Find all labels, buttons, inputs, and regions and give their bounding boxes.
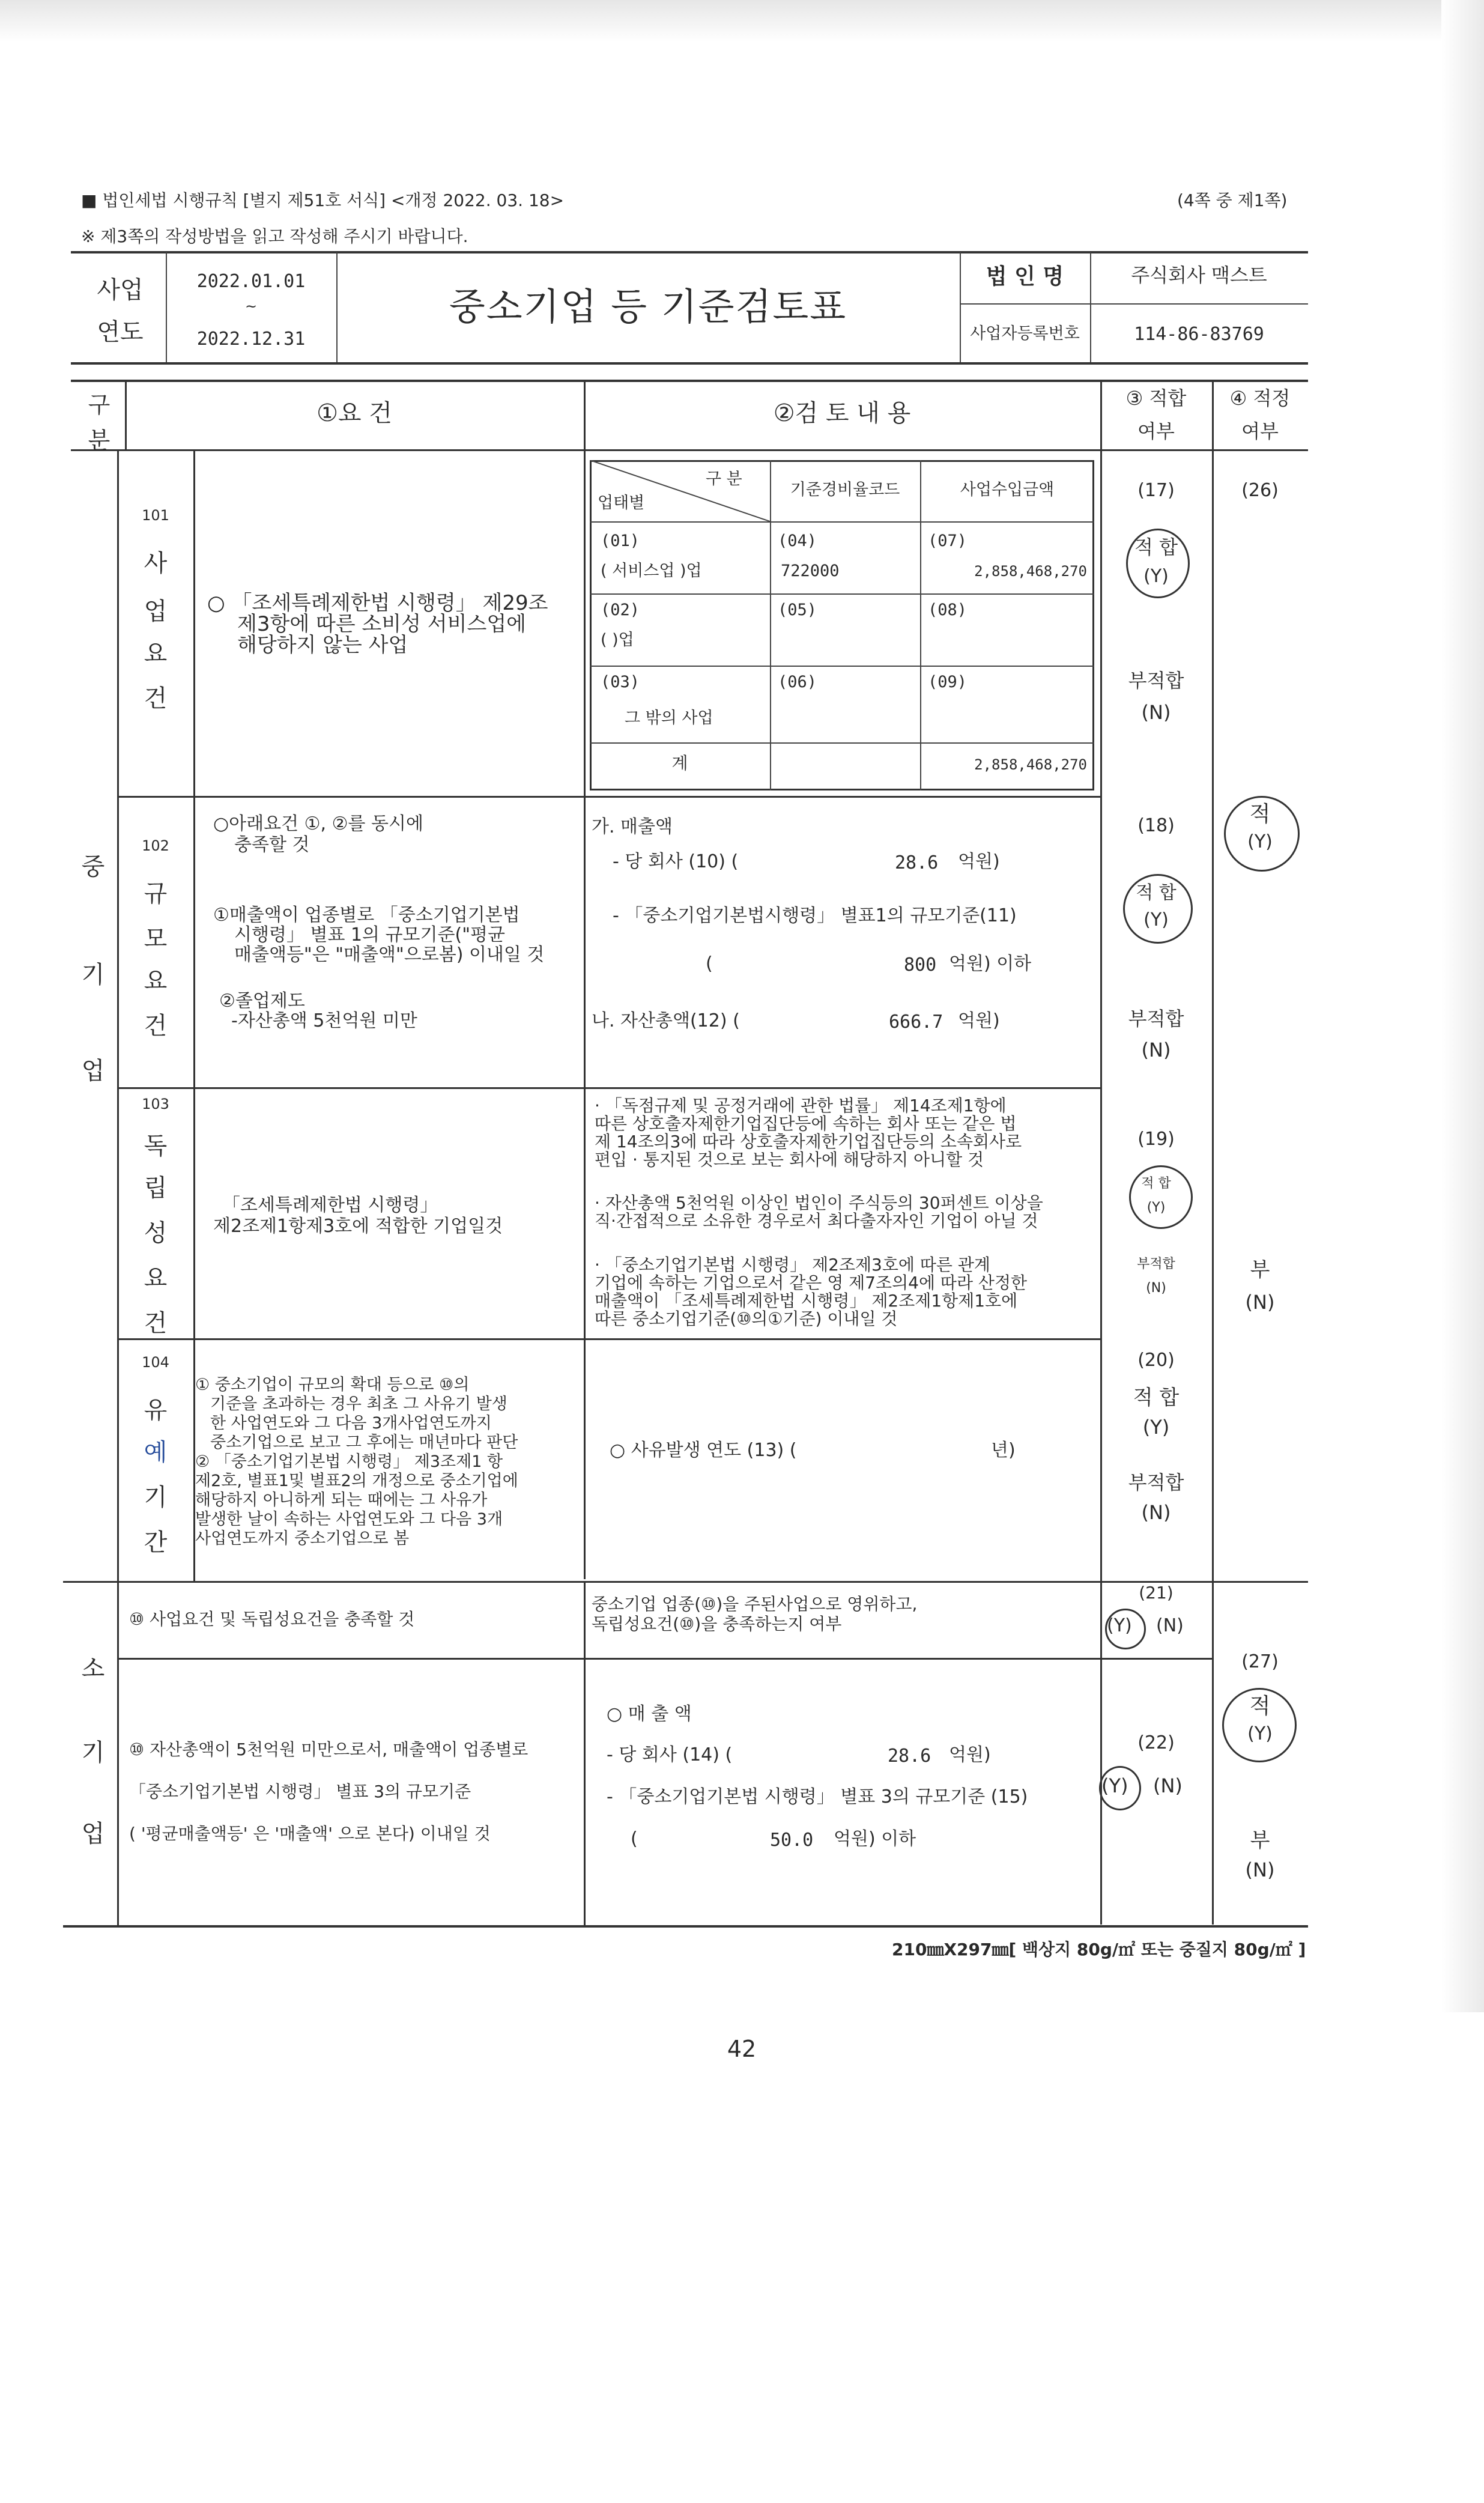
scan-edge-shade	[1441, 0, 1484, 2012]
fit-n: (N)	[1141, 1039, 1171, 1061]
indep-char: 건	[144, 1309, 168, 1337]
fit-ng: 부적합	[1128, 1007, 1184, 1030]
row-num: (08)	[928, 601, 968, 619]
fit-circle	[1129, 1165, 1193, 1229]
group-col-line	[117, 1581, 119, 1926]
grace-review: ○ 사유발생 연도 (13) (	[610, 1440, 797, 1461]
small2-rev-company-val: 28.6	[888, 1746, 931, 1767]
grace-char: 기	[144, 1484, 168, 1511]
small-proper-ok: 적	[1249, 1694, 1271, 1719]
fit-num: (19)	[1137, 1129, 1175, 1150]
col-line	[584, 1581, 586, 1926]
scale-char: 모	[144, 925, 168, 953]
fit-ng: 부적합	[1137, 1257, 1175, 1272]
row-num: (05)	[778, 601, 817, 619]
row-num: (02)	[601, 601, 640, 619]
small-proper-num: (27)	[1241, 1651, 1279, 1672]
indep-char: 독	[144, 1132, 168, 1160]
scale-req-line: ○아래요건 ①, ②를 동시에	[213, 813, 423, 834]
corp-name-label: 법 인 명	[986, 264, 1064, 289]
small2-rev-company-unit: 억원)	[949, 1744, 991, 1765]
sme-proper-y: (Y)	[1247, 831, 1273, 852]
grace-num: 104	[142, 1354, 169, 1371]
small2-req-line: ⑩ 자산총액이 5천억원 미만으로서, 매출액이 업종별로	[129, 1740, 528, 1759]
scale-rev-standard: - 「중소기업기본법시행령」 별표1의 규모기준(11)	[613, 905, 1017, 926]
page-title: 중소기업 등 기준검토표	[449, 285, 847, 329]
small2-req-line: ( '평균매출액등' 은 '매출액' 으로 본다) 이내일 것	[129, 1824, 491, 1843]
period-from: 2022.01.01	[196, 271, 306, 292]
col-header-proper: 여부	[1241, 420, 1279, 443]
header-bottom-line	[71, 362, 1308, 365]
row-num: (09)	[928, 673, 968, 691]
group-sme-char: 업	[81, 1057, 105, 1085]
small-proper-ng: 부	[1250, 1828, 1270, 1852]
business-req-line: ○ 「조세특례제한법 시행령」 제29조	[207, 591, 548, 615]
col-header-review: ②검 토 내 용	[773, 399, 911, 427]
scale-req-line: ①매출액이 업종별로 「중소기업기본법	[213, 905, 520, 926]
scale-num: 102	[142, 837, 169, 854]
indep-num: 103	[142, 1096, 169, 1112]
row-num: (04)	[778, 532, 817, 550]
fit-y: (Y)	[1107, 1615, 1132, 1636]
row-line	[117, 796, 1100, 798]
fit-y: (Y)	[1146, 1200, 1166, 1215]
business-req-line: 제3항에 따른 소비성 서비스업에	[237, 612, 527, 636]
inner-head-industry: 업태별	[598, 494, 645, 512]
group-sme-char: 중	[81, 853, 105, 881]
small2-rev-title: ○ 매 출 액	[607, 1704, 692, 1725]
scale-rev-assets-unit: 억원)	[958, 1010, 1000, 1031]
inner-row-line	[590, 666, 1094, 667]
scale-rev-assets: 나. 자산총액(12) (	[592, 1010, 740, 1031]
inner-head-division: 구 분	[706, 470, 742, 488]
indep-rev-line: · 「독점규제 및 공정거래에 관한 법률」 제14조제1항에	[595, 1096, 1007, 1115]
row-industry: ( 서비스업 )업	[601, 562, 702, 580]
small2-req-line: 「중소기업기본법 시행령」 별표 3의 규모기준	[129, 1782, 471, 1801]
fit-num: (18)	[1137, 815, 1175, 836]
inner-head-code: 기준경비율코드	[790, 481, 900, 499]
small2-rev-company: - 당 회사 (14) (	[607, 1744, 733, 1765]
grace-req-line: 발생한 날이 속하는 사업연도와 그 다음 3개	[195, 1510, 503, 1529]
fit-ng: 부적합	[1128, 669, 1184, 692]
inner-col-line	[920, 460, 921, 790]
grace-req-line: ① 중소기업이 규모의 확대 등으로 ⑩의	[195, 1376, 470, 1394]
year-label: 연도	[97, 318, 144, 346]
scale-rev-standard-unit: 억원) 이하	[949, 953, 1032, 974]
fit-num: (17)	[1137, 480, 1175, 501]
total-label: 계	[671, 753, 688, 773]
grace-req-line: 사업연도까지 중소기업으로 봄	[195, 1529, 410, 1548]
header-top-line	[71, 251, 1308, 253]
grace-req-line: 해당하지 아니하게 되는 때에는 그 사유가	[195, 1491, 488, 1509]
scale-rev-standard-open: (	[706, 953, 713, 974]
table-head-line	[71, 449, 1308, 451]
col-header-requirement: ①요 건	[316, 399, 392, 427]
indep-rev-line: 직·간접적으로 소유한 경우로서 최다출자자인 기업이 아닐 것	[595, 1211, 1038, 1231]
fit-ng: 부적합	[1128, 1471, 1184, 1494]
row-line	[117, 1338, 1100, 1340]
scale-req-line: 매출액등"은 "매출액"으로봄) 이내일 것	[234, 944, 545, 965]
col-line	[1212, 381, 1214, 1925]
scale-char: 건	[144, 1012, 168, 1040]
indep-rev-line: 따른 상호출자제한기업집단등에 속하는 회사 또는 같은 법	[595, 1114, 1017, 1133]
col-category-label: 구분	[88, 392, 111, 454]
form-reference: ■ 법인세법 시행규칙 [별지 제51호 서식] <개정 2022. 03. 18>	[81, 190, 565, 210]
row-line	[117, 1087, 1100, 1089]
indep-char: 립	[144, 1174, 168, 1202]
paper-spec: 210㎜X297㎜[ 백상지 80g/㎡ 또는 중질지 80g/㎡ ]	[892, 1940, 1306, 1959]
num-col-line	[193, 449, 195, 1582]
row-line	[117, 1658, 1212, 1660]
indep-rev-line: · 자산총액 5천억원 이상인 법인이 주식등의 30퍼센트 이상을	[595, 1193, 1043, 1213]
col-header-fit: ③ 적합	[1125, 387, 1187, 410]
scale-rev-company: - 당 회사 (10) (	[613, 851, 739, 872]
grace-req-line: 기준을 초과하는 경우 최초 그 사유기 발생	[210, 1395, 507, 1413]
col-header-proper: ④ 적정	[1229, 387, 1291, 410]
small-rev-line: 독립성요건(⑩)을 충족하는지 여부	[592, 1614, 842, 1634]
indep-rev-line: 매출액이 「조세특례제한법 시행령」 제2조제1항제1호에	[595, 1291, 1018, 1311]
indep-rev-line: 제 14조의3에 따라 상호출자제한기업집단등의 소속회사로	[595, 1132, 1022, 1151]
row-num: (03)	[601, 673, 640, 691]
biz-no-label: 사업자등록번호	[970, 324, 1080, 343]
indep-rev-line: · 「중소기업기본법 시행령」 제2조제3호에 따른 관계	[595, 1255, 990, 1275]
indep-rev-line: 기업에 속하는 기업으로서 같은 영 제7조의4에 따라 산정한	[595, 1273, 1028, 1293]
indep-rev-line: 편입 · 통지된 것으로 보는 회사에 해당하지 아니할 것	[595, 1150, 984, 1170]
table-top-line	[71, 380, 1308, 382]
page-number: 42	[727, 2036, 757, 2062]
page-of: (4쪽 중 제1쪽)	[1177, 190, 1288, 210]
fit-n: (N)	[1156, 1615, 1184, 1636]
row-industry: 그 밖의 사업	[625, 709, 713, 727]
group-small-char: 기	[81, 1739, 105, 1767]
col-header-category	[78, 387, 120, 458]
biz-no: 114-86-83769	[1134, 324, 1264, 345]
corp-name: 주식회사 맥스트	[1131, 264, 1267, 287]
small-proper-n: (N)	[1245, 1858, 1275, 1881]
inner-row-line	[590, 593, 1094, 595]
fit-y: (Y)	[1101, 1774, 1128, 1797]
small-rev-line: 중소기업 업종(⑩)을 주된사업으로 영위하고,	[592, 1594, 918, 1614]
group-sme-char: 기	[81, 961, 105, 989]
scale-req-line: -자산총액 5천억원 미만	[231, 1010, 417, 1031]
header-divider	[960, 303, 1308, 305]
business-req-line: 해당하지 않는 사업	[237, 633, 408, 657]
row-amount: 2,858,468,270	[974, 563, 1087, 580]
fit-ok: 적 합	[1136, 882, 1177, 903]
sme-proper-ng: 부	[1250, 1258, 1270, 1282]
fit-num: (22)	[1137, 1732, 1175, 1753]
col-line	[584, 381, 586, 1579]
small2-rev-standard: - 「중소기업기본법 시행령」 별표 3의 규모기준 (15)	[607, 1786, 1028, 1807]
table-bottom-line	[63, 1925, 1308, 1928]
small-req: ⑩ 사업요건 및 독립성요건을 충족할 것	[129, 1609, 415, 1629]
indep-char: 성	[144, 1219, 168, 1247]
fit-n: (N)	[1153, 1774, 1183, 1797]
indep-req-line: 「조세특례제한법 시행령」	[222, 1195, 438, 1216]
scale-char: 규	[144, 880, 168, 908]
total-amount: 2,858,468,270	[974, 756, 1087, 773]
small2-rev-standard-open: (	[631, 1828, 638, 1849]
small2-rev-standard-val: 50.0	[770, 1830, 814, 1851]
grace-req-line: 중소기업으로 보고 그 후에는 매년마다 판단	[210, 1433, 518, 1452]
scale-char: 요	[144, 967, 168, 995]
inner-row-line	[590, 742, 1094, 744]
col-line	[1100, 381, 1102, 1925]
fit-ok: 적 합	[1134, 536, 1178, 559]
scan-top-shade	[0, 0, 1484, 42]
year-label: 사업	[97, 276, 144, 304]
fit-n: (N)	[1146, 1281, 1166, 1296]
scale-rev-company-val: 28.6	[895, 852, 939, 873]
scale-rev-assets-val: 666.7	[889, 1012, 943, 1033]
fit-num: (20)	[1137, 1350, 1175, 1371]
scale-req-line: 시행령」 별표 1의 규모기준("평균	[234, 924, 505, 945]
row-num: (01)	[601, 532, 640, 550]
period-to: 2022.12.31	[196, 329, 306, 350]
group-separator	[63, 1581, 1308, 1583]
business-num: 101	[142, 507, 169, 524]
fit-n: (N)	[1141, 701, 1171, 724]
fit-y: (Y)	[1142, 1416, 1170, 1439]
row-industry: ( )업	[601, 631, 634, 649]
fit-y: (Y)	[1143, 909, 1169, 930]
business-char: 업	[144, 598, 168, 625]
fit-ok: 적 합	[1141, 1176, 1171, 1191]
group-small-char: 소	[81, 1655, 105, 1682]
sme-proper-num: (26)	[1241, 480, 1279, 501]
scale-req-line: 충족할 것	[234, 834, 310, 855]
grace-char: 유	[144, 1397, 168, 1424]
col-header-fit: 여부	[1137, 420, 1175, 443]
grace-req-line: ② 「중소기업기본법 시행령」 제3조제1 항	[195, 1452, 503, 1471]
small2-rev-standard-unit: 억원) 이하	[834, 1828, 916, 1849]
business-char: 사	[144, 550, 168, 577]
business-char: 건	[144, 685, 168, 712]
scale-req-line: ②졸업제도	[219, 991, 305, 1012]
indep-rev-line: 따른 중소기업기준(⑩의①기준) 이내일 것	[595, 1309, 898, 1329]
grace-req-line: 한 사업연도와 그 다음 3개사업연도까지	[210, 1414, 492, 1433]
business-char: 요	[144, 640, 168, 667]
fit-ok: 적 합	[1133, 1386, 1180, 1410]
row-code: 722000	[781, 562, 840, 580]
row-num: (06)	[778, 673, 817, 691]
small-proper-y: (Y)	[1247, 1723, 1273, 1744]
grace-req-line: 제2호, 별표1및 별표2의 개정으로 중소기업에	[195, 1472, 518, 1490]
grace-review-end: 년)	[991, 1440, 1016, 1461]
indep-req-line: 제2조제1항제3호에 적합한 기업일것	[213, 1216, 503, 1237]
sme-proper-ok: 적	[1249, 802, 1271, 827]
row-num: (07)	[928, 532, 968, 550]
inner-row-line	[590, 521, 1094, 523]
fill-note: ※ 제3쪽의 작성방법을 읽고 작성해 주시기 바랍니다.	[81, 226, 468, 246]
fit-num: (21)	[1139, 1583, 1174, 1603]
fit-n: (N)	[1141, 1501, 1171, 1524]
scale-rev-company-unit: 억원)	[958, 851, 1000, 872]
grace-char: 예	[144, 1439, 168, 1466]
scale-rev-title: 가. 매출액	[592, 816, 673, 837]
sme-proper-n: (N)	[1245, 1291, 1275, 1314]
period-tilde: ~	[244, 298, 258, 315]
inner-col-line	[770, 460, 771, 790]
grace-char: 간	[144, 1529, 168, 1556]
group-small-char: 업	[81, 1820, 105, 1848]
inner-head-income: 사업수입금액	[960, 481, 1055, 499]
scale-rev-standard-val: 800	[904, 954, 937, 975]
indep-char: 요	[144, 1264, 168, 1292]
fit-y: (Y)	[1143, 566, 1169, 587]
